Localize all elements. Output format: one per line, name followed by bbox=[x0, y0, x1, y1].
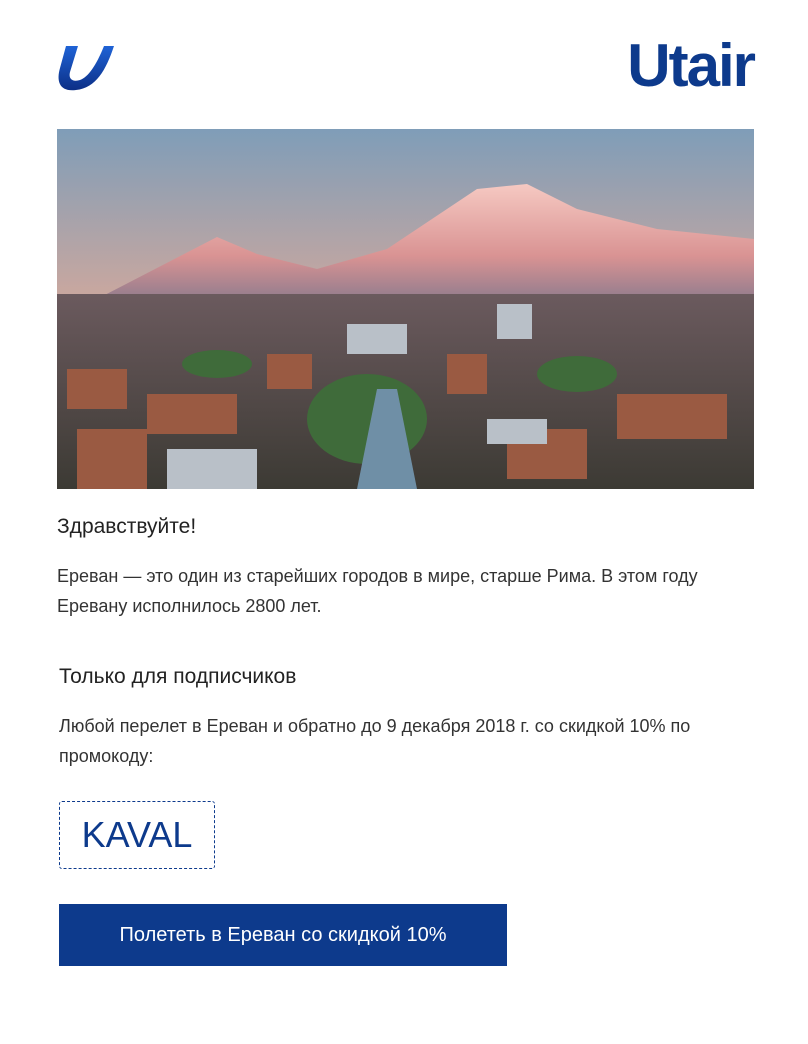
intro-text: Ереван — это один из старейших городов в мире, старше Рима. В этом году Еревану исполнилось 2800 лет. bbox=[57, 566, 698, 616]
offer-text: Любой перелет в Ереван и обратно до 9 декабря 2018 г. со скидкой 10% по промокоду: bbox=[59, 716, 691, 766]
fly-to-yerevan-button[interactable]: Полететь в Ереван со скидкой 10% bbox=[59, 904, 507, 966]
brand-name[interactable]: Utair bbox=[627, 32, 754, 99]
greeting: Здравствуйте! bbox=[57, 515, 197, 538]
subscribers-heading: Только для подписчиков bbox=[59, 665, 297, 688]
utair-logo-icon[interactable] bbox=[56, 42, 116, 94]
hero-image bbox=[57, 129, 754, 489]
promo-code-box[interactable]: KAVAL bbox=[59, 801, 215, 869]
